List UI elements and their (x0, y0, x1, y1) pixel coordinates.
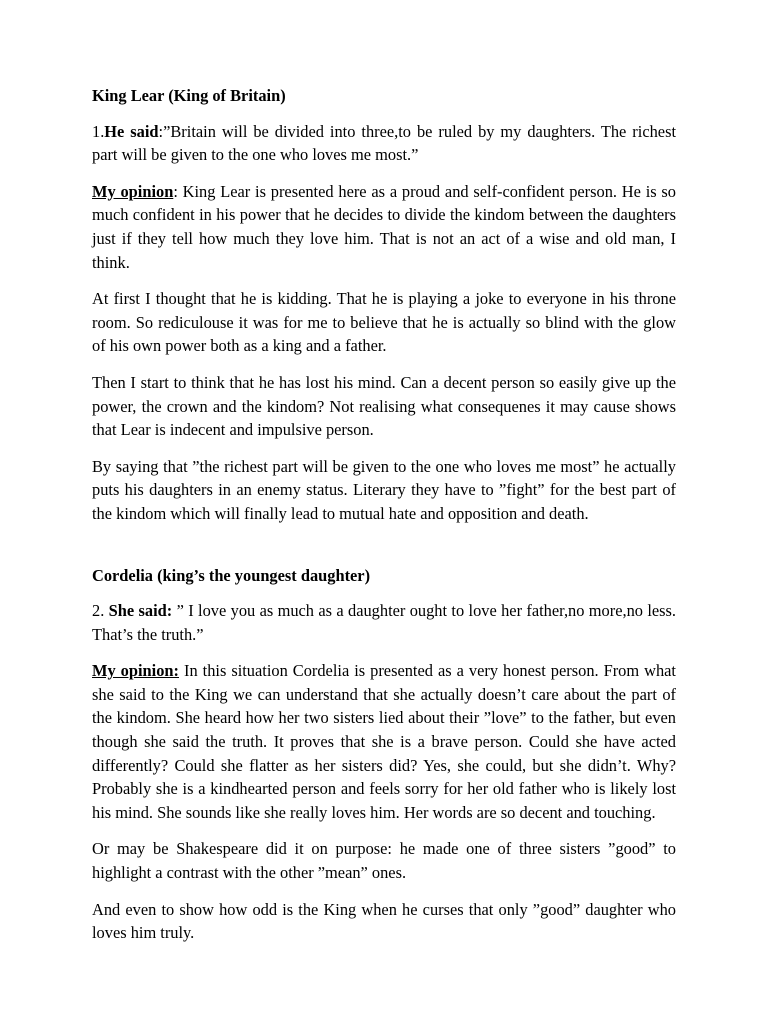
opinion-text: : King Lear is presented here as a proud and self-confident person. He is so much confident in his power that he decides to divide the kindom between the daughters just if they tell how much they love him. That is not an act of a wise and old man, I think. (92, 181, 676, 272)
speaker-label: She said: (108, 601, 173, 621)
quote-paragraph (92, 120, 676, 167)
quote-paragraph (92, 599, 676, 646)
body-paragraph: Or may be Shakespeare did it on purpose: he made one of three sisters ”good” to highlight a contrast with the other ”mean” ones. (92, 839, 676, 883)
body-paragraph: And even to show how odd is the King when he curses that only ”good” daughter who loves him truly. (92, 899, 676, 943)
section-spacer (92, 539, 676, 564)
section-king-lear (92, 84, 676, 526)
body-paragraph: By saying that ”the richest part will be given to the one who loves me most” he actually puts his daughters in an enemy status. Literary they have to ”fight” for the best part of the kindom which will finally lead to mutual hate and opposition and death. (92, 456, 676, 523)
quote-number: 1. (92, 121, 105, 141)
speaker-label: He said (104, 121, 159, 141)
quote-text: :”Britain will be divided into three,to be ruled by my daughters. The richest part will be given to the one who loves me most.” (92, 121, 676, 165)
opinion-text: In this situation Cordelia is presented as a very honest person. From what she said to the King we can understand that she actually doesn’t care about the part of the kindom. She heard how her two sisters lied about their ”love” to the father, but even though she said the truth. It proves that she is a brave person. Could she have acted differently? Could she flatter as her sisters did? Yes, she could, but she didn’t. Why? Probably she is a kindhearted person and feels sorry for her old father who is likely lost his mind. She sounds like she really loves him. Her words are so decent and touching. (92, 661, 676, 822)
document-page (92, 84, 676, 958)
section-cordelia (92, 564, 676, 945)
body-paragraph: At first I thought that he is kidding. That he is playing a joke to everyone in his throne room. So rediculouse it was for me to believe that he is actually so blind with the glow of his own power both as a king and a father. (92, 289, 676, 356)
quote-text: ” I love you as much as a daughter ought to love her father,no more,no less. That’s the truth.” (92, 601, 676, 644)
section-heading: King Lear (King of Britain) (92, 86, 286, 105)
opinion-paragraph (92, 659, 676, 824)
quote-number: 2. (92, 601, 109, 621)
body-paragraph: Then I start to think that he has lost his mind. Can a decent person so easily give up the power, the crown and the kindom? Not realising what consequenes it may cause shows that Lear is indecent and impulsive person. (92, 372, 676, 440)
opinion-paragraph (92, 180, 676, 274)
section-heading: Cordelia (king’s the youngest daughter) (92, 565, 371, 585)
opinion-label: My opinion (92, 181, 174, 201)
opinion-label: My opinion: (92, 661, 179, 681)
